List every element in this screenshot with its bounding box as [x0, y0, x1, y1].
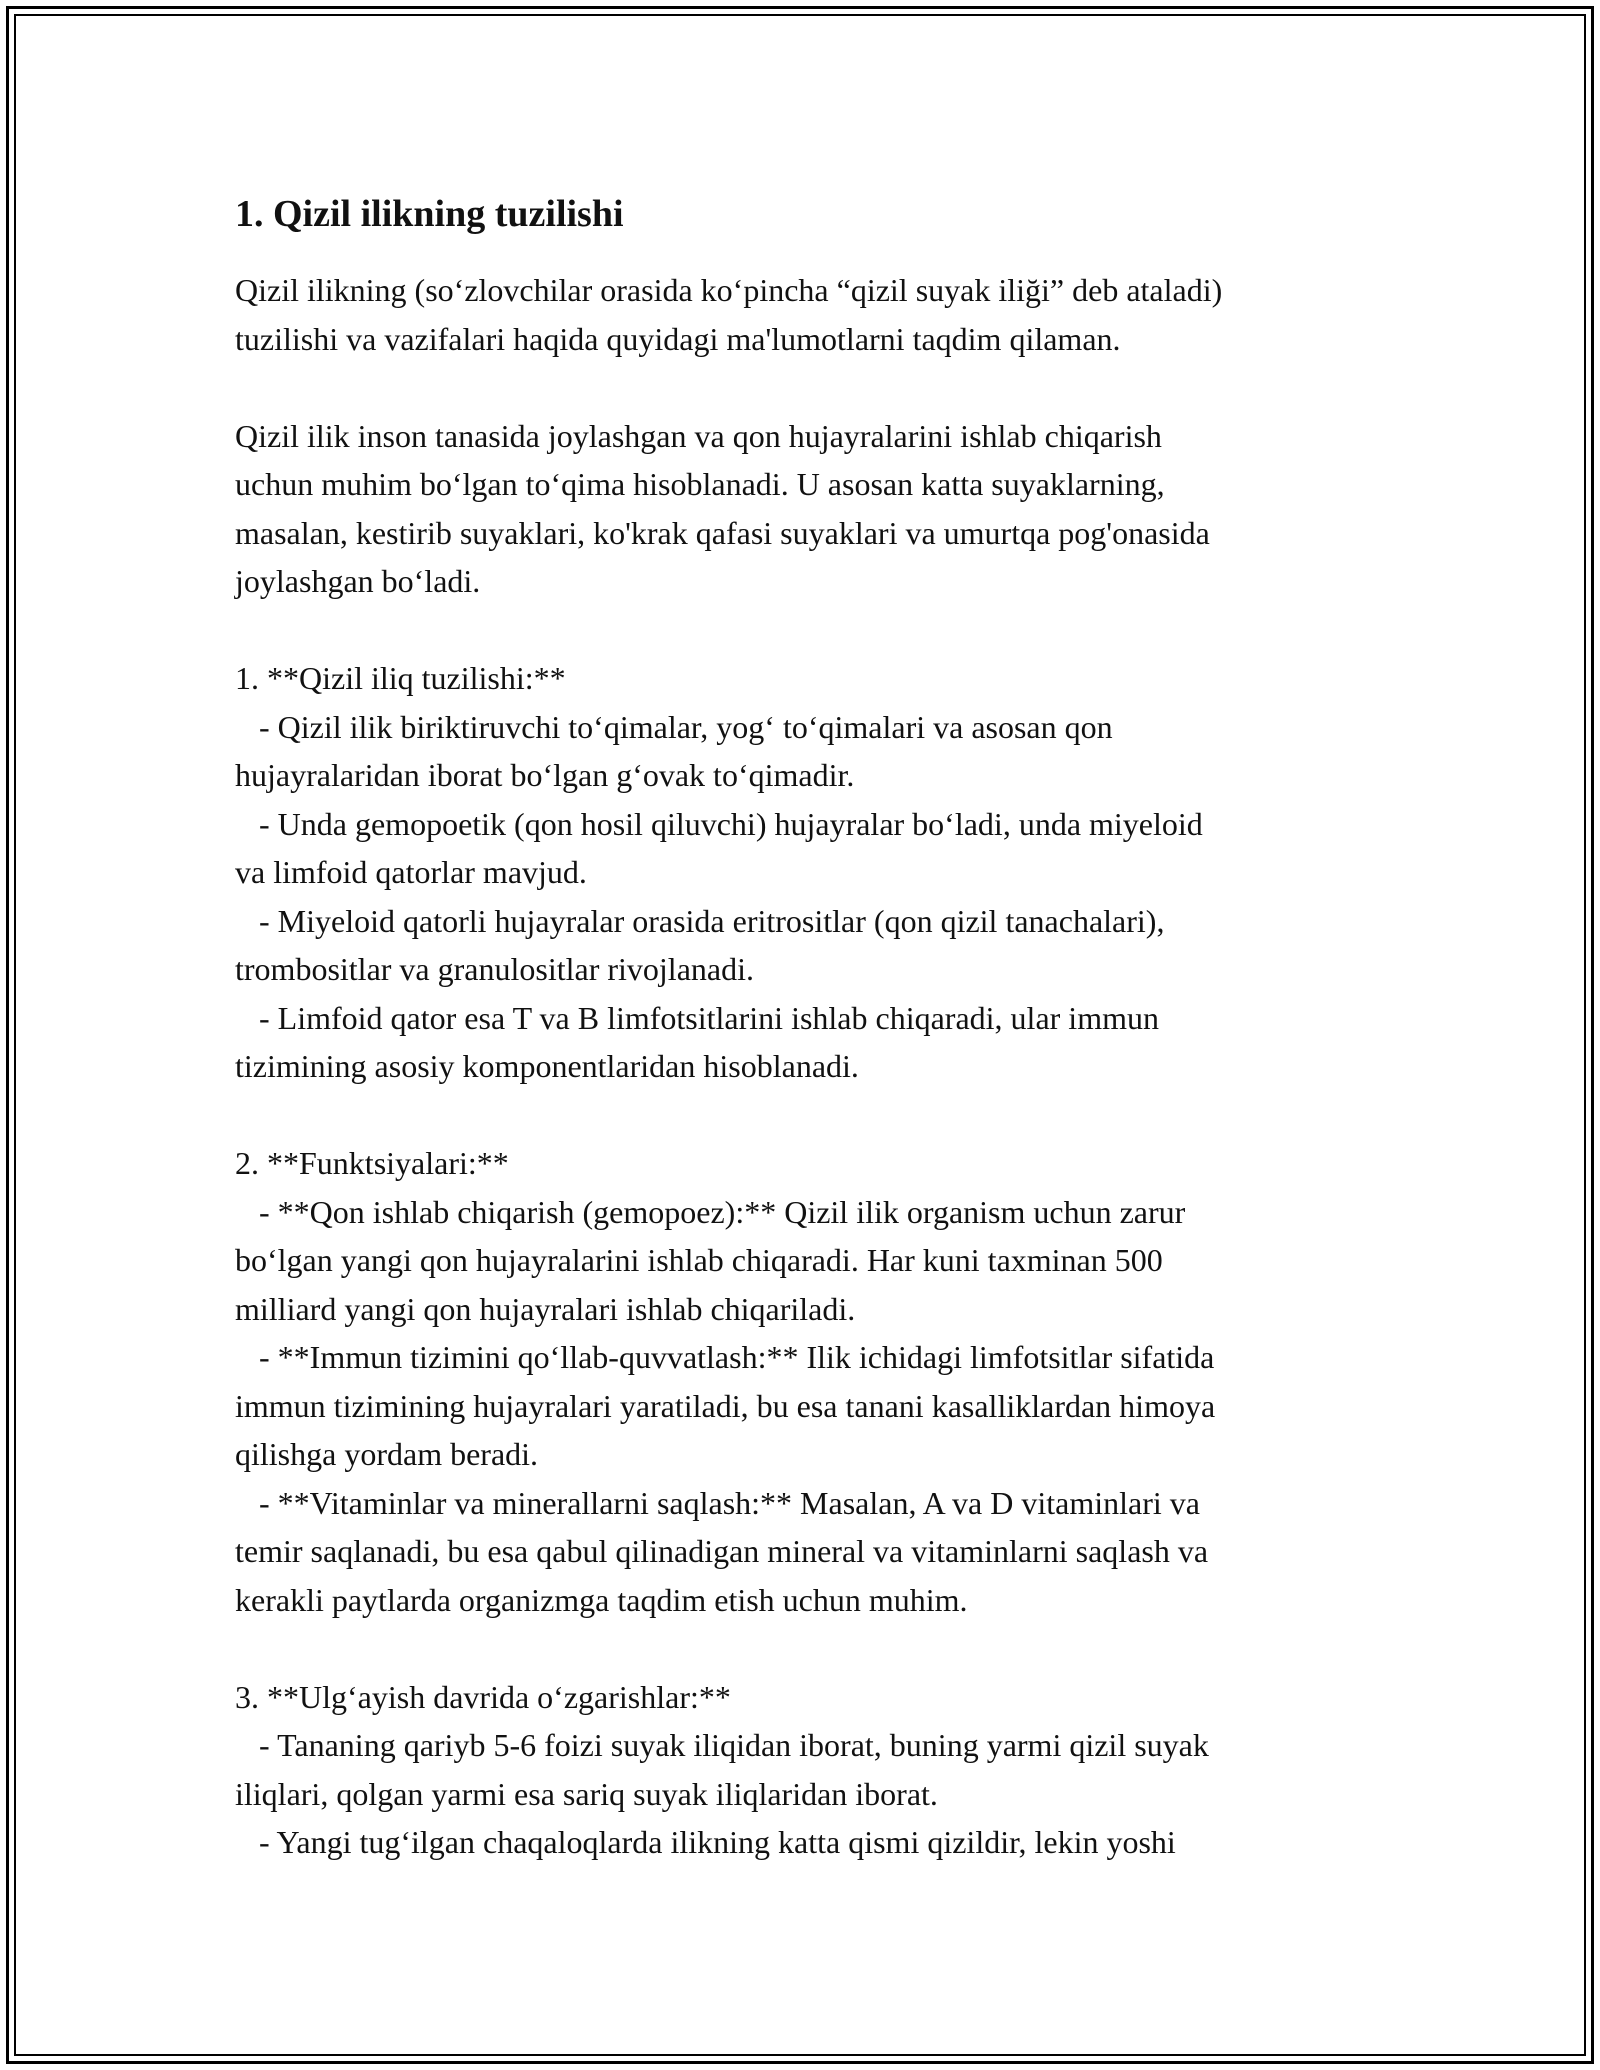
document-body [235, 266, 1385, 1867]
paragraph-spacer [235, 1624, 1385, 1673]
intro-paragraph [235, 266, 1385, 363]
text-line: - **Vitaminlar va minerallarni saqlash:** Masalan, A va D vitaminlari va [235, 1484, 1200, 1521]
functions-section [235, 1139, 1385, 1624]
paragraph-spacer [235, 1091, 1385, 1140]
text-line: Qizil ilik inson tanasida joylashgan va qon hujayralarini ishlab chiqarish [235, 417, 1162, 454]
text-line: trombositlar va granulositlar rivojlanadi. [235, 951, 754, 987]
text-line: temir saqlanadi, bu esa qabul qilinadigan mineral va vitaminlarni saqlash va [235, 1533, 1209, 1569]
section-heading: 1. **Qizil iliq tuzilishi:** [235, 660, 566, 696]
text-line: - **Immun tizimini qo‘llab-quvvatlash:** Ilik ichidagi limfotsitlar sifatida [235, 1339, 1215, 1375]
section-heading: 2. **Funktsiyalari:** [235, 1145, 509, 1181]
text-line: masalan, kestirib suyaklari, ko'krak qafasi suyaklari va umurtqa pog'onasida [235, 514, 1210, 551]
text-line: hujayralaridan iborat bo‘lgan g‘ovak to‘qimadir. [235, 757, 855, 793]
text-line: joylashgan bo‘ladi. [235, 563, 481, 599]
text-line: iliqlari, qolgan yarmi esa sariq suyak iliqlaridan iborat. [235, 1775, 938, 1812]
text-line: bo‘lgan yangi qon hujayralarini ishlab chiqaradi. Har kuni taxminan 500 [235, 1242, 1163, 1278]
text-line: immun tizimining hujayralari yaratiladi, bu esa tanani kasalliklardan himoya [235, 1387, 1216, 1424]
text-line: Qizil ilikning (so‘zlovchilar orasida ko‘pincha “qizil suyak iliği” deb ataladi) [235, 272, 1223, 308]
text-line: - Miyeloid qatorli hujayralar orasida eritrositlar (qon qizil tanachalari), [235, 902, 1165, 939]
text-line: uchun muhim bo‘lgan to‘qima hisoblanadi. U asosan katta suyaklarning, [235, 466, 1165, 502]
text-line: milliard yangi qon hujayralari ishlab chiqariladi. [235, 1290, 856, 1327]
paragraph-spacer [235, 606, 1385, 655]
document-content [235, 184, 1385, 1867]
location-paragraph [235, 412, 1385, 606]
text-line: - **Qon ishlab chiqarish (gemopoez):** Qizil ilik organism uchun zarur [235, 1193, 1186, 1230]
text-line: tizimining asosiy komponentlaridan hisoblanadi. [235, 1048, 859, 1084]
text-line: qilishga yordam beradi. [235, 1436, 539, 1472]
text-line: - Qizil ilik biriktiruvchi to‘qimalar, yog‘ to‘qimalari va asosan qon [235, 708, 1113, 745]
text-line: - Unda gemopoetik (qon hosil qiluvchi) hujayralar bo‘ladi, unda miyeloid [235, 805, 1203, 842]
text-line: - Tananing qariyb 5-6 foizi suyak iliqidan iborat, buning yarmi qizil suyak [235, 1727, 1209, 1763]
structure-section [235, 654, 1385, 1091]
document-title: 1. Qizil ilikning tuzilishi [235, 193, 624, 235]
section-heading: 3. **Ulg‘ayish davrida o‘zgarishlar:** [235, 1678, 731, 1715]
text-line: kerakli paytlarda organizmga taqdim etish uchun muhim. [235, 1581, 968, 1618]
changes-section [235, 1673, 1385, 1867]
text-line: va limfoid qatorlar mavjud. [235, 854, 587, 890]
text-line: - Yangi tug‘ilgan chaqaloqlarda ilikning katta qismi qizildir, lekin yoshi [235, 1824, 1176, 1860]
paragraph-spacer [235, 363, 1385, 412]
text-line: tuzilishi va vazifalari haqida quyidagi ma'lumotlarni taqdim qilaman. [235, 320, 1121, 357]
text-line: - Limfoid qator esa T va B limfotsitlarini ishlab chiqaradi, ular immun [235, 999, 1159, 1036]
